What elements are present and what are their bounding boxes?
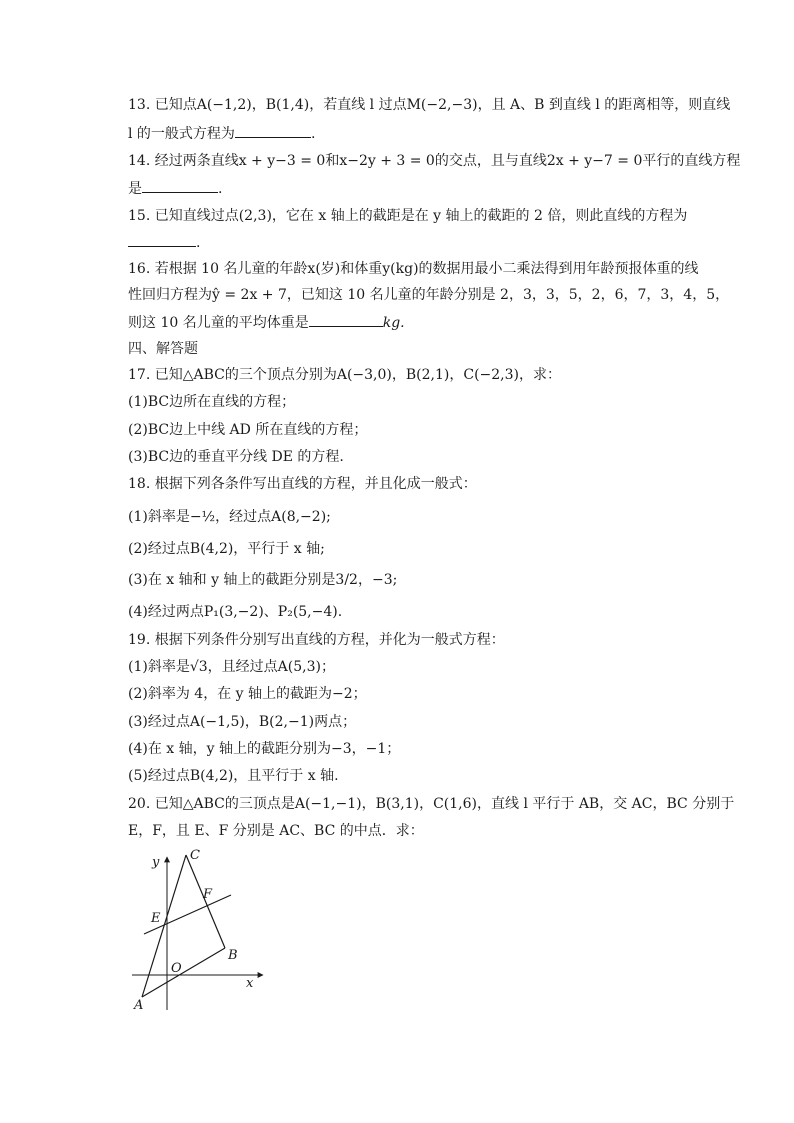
q14-line2	[128, 178, 222, 199]
q14-line1: 14. 经过两条直线x + y−3 = 0和x−2y + 3 = 0的交点，且与直线2x + y−7 = 0平行的直线方程	[128, 153, 741, 169]
q16-line1: 16. 若根据 10 名儿童的年龄x(岁)和体重y(kg)的数据用最小二乘法得到用年龄预报体重的线	[128, 261, 699, 277]
q13-answer-blank[interactable]	[235, 123, 311, 138]
q13-line2	[128, 123, 315, 144]
q15-answer-blank[interactable]	[128, 232, 196, 247]
q15-line2-end: .	[196, 235, 201, 251]
q16-line3-end: kg.	[382, 315, 405, 331]
q16-answer-blank[interactable]	[309, 312, 383, 327]
q18-part2: (2)经过点B(4,2)，平行于 x 轴;	[128, 541, 325, 557]
q18-stem: 18. 根据下列各条件写出直线的方程，并且化成一般式：	[128, 476, 477, 492]
label-f: F	[203, 887, 213, 902]
q13-line2-end: .	[310, 126, 316, 142]
q14-line2-text: 是	[128, 181, 142, 197]
q20-line1: 20. 已知△ABC的三顶点是A(−1,−1)，B(3,1)，C(1,6)，直线 l 平行于 AB，交 AC，BC 分别于	[128, 796, 735, 812]
q13-line2-text: l 的一般式方程为	[128, 126, 235, 142]
q18-part1: (1)斜率是−½，经过点A(8,−2);	[128, 509, 331, 525]
q19-part2: (2)斜率为 4，在 y 轴上的截距为−2；	[128, 686, 367, 702]
q15-line2	[128, 232, 200, 253]
q19-part4: (4)在 x 轴，y 轴上的截距分别为−3，−1；	[128, 741, 401, 757]
q17-part2: (2)BC边上中线 AD 所在直线的方程；	[128, 422, 368, 438]
label-a: A	[134, 998, 144, 1013]
section-heading: 四、解答题	[128, 341, 198, 357]
q15-line1: 15. 已知直线过点(2,3)，它在 x 轴上的截距是在 y 轴上的截距的 2 倍，则此直线的方程为	[128, 208, 688, 224]
label-x: x	[246, 976, 254, 991]
label-y: y	[152, 855, 160, 870]
q19-part5: (5)经过点B(4,2)，且平行于 x 轴.	[128, 768, 339, 784]
q18-part3: (3)在 x 轴和 y 轴上的截距分别是3/2，−3;	[128, 572, 398, 588]
q14-answer-blank[interactable]	[142, 178, 218, 193]
q13-line1: 13. 已知点A(−1,2)，B(1,4)，若直线 l 过点M(−2,−3)，且 A、B 到直线 l 的距离相等，则直线	[128, 97, 731, 113]
triangle-figure	[128, 845, 273, 1015]
label-c: C	[190, 848, 200, 863]
label-o: O	[171, 961, 182, 976]
q16-line3-text: 则这 10 名儿童的平均体重是	[128, 315, 309, 331]
q16-line2: 性回归方程为ŷ = 2x + 7，已知这 10 名儿童的年龄分别是 2，3，3，5，2，6，7，3，4，5，	[128, 287, 730, 303]
q17-part1: (1)BC边所在直线的方程；	[128, 394, 296, 410]
q19-part1: (1)斜率是√3，且经过点A(5,3)；	[128, 659, 335, 675]
label-e: E	[151, 911, 161, 926]
q16-line3	[128, 312, 405, 333]
q17-stem: 17. 已知△ABC的三个顶点分别为A(−3,0)，B(2,1)，C(−2,3)，求：	[128, 367, 561, 383]
q18-part4: (4)经过两点P₁(3,−2)、P₂(5,−4).	[128, 604, 343, 620]
q17-part3: (3)BC边的垂直平分线 DE 的方程.	[128, 449, 344, 465]
q19-stem: 19. 根据下列条件分别写出直线的方程，并化为一般式方程：	[128, 632, 505, 648]
q19-part3: (3)经过点A(−1,5)，B(2,−1)两点；	[128, 714, 357, 730]
q14-line2-end: .	[218, 181, 223, 197]
label-b: B	[228, 948, 238, 963]
q20-line2: E，F，且 E、F 分别是 AC、BC 的中点．求：	[128, 823, 424, 839]
